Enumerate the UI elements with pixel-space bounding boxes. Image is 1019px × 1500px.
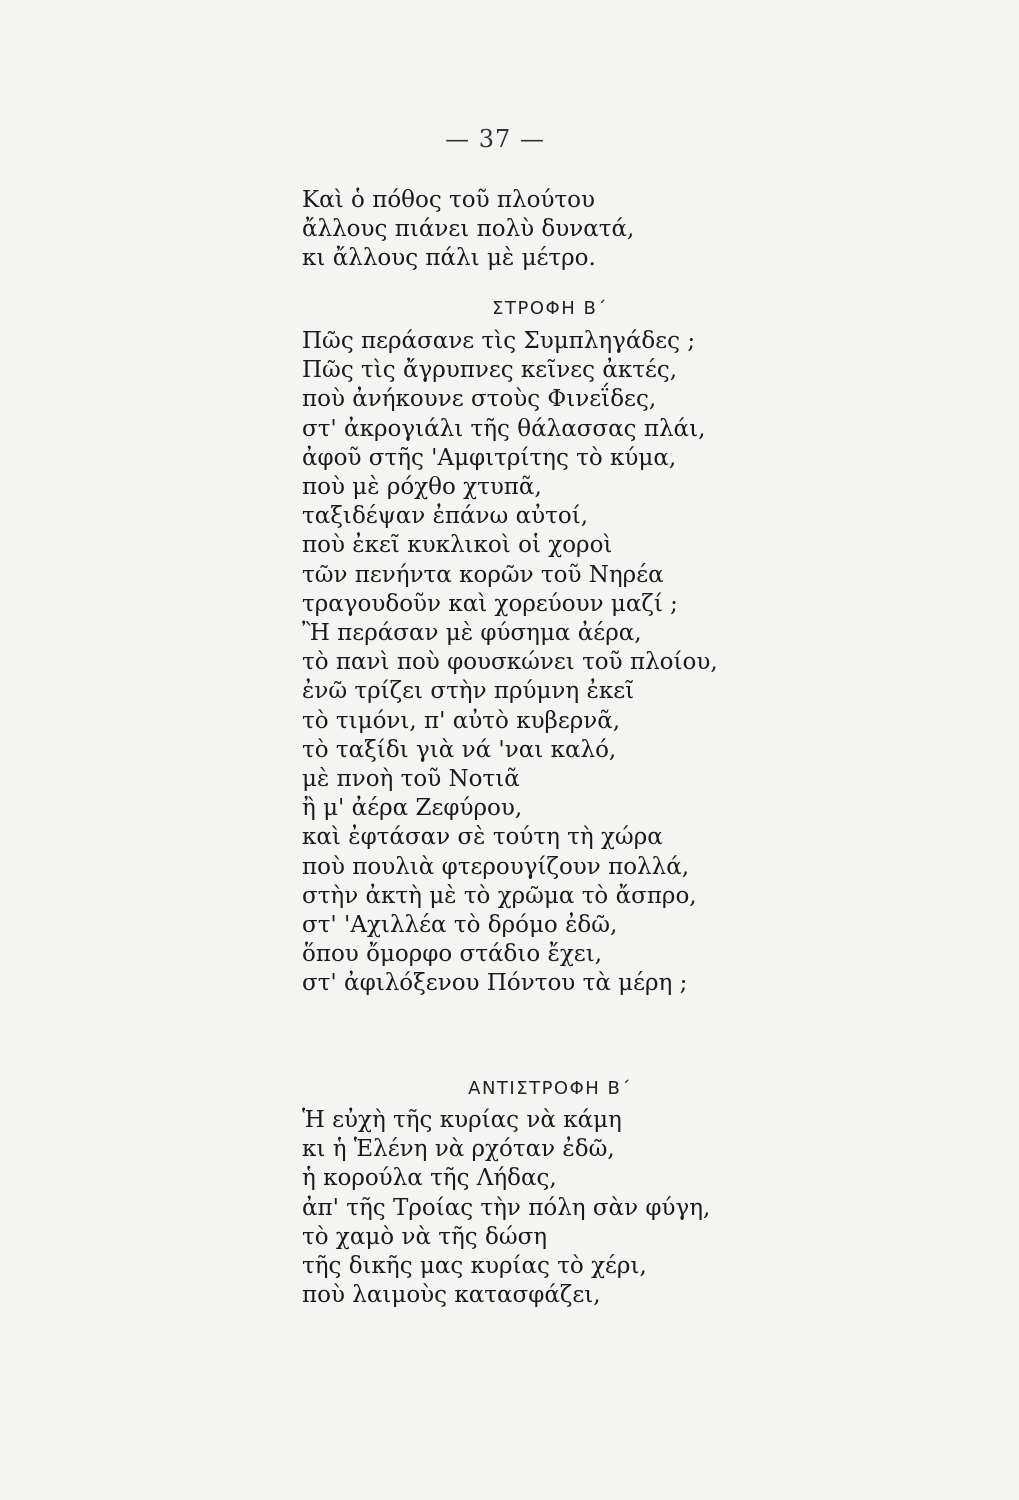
verse-line: ἢ μ' ἀέρα Ζεφύρου, <box>302 795 523 822</box>
verse-line: στὴν ἀκτὴ μὲ τὸ χρῶμα τὸ ἄσπρο, <box>302 882 697 909</box>
verse-line: τὸ τιμόνι, π' αὐτὸ κυβερνᾶ, <box>302 707 621 734</box>
verse-line: Καὶ ὁ πόθος τοῦ πλούτου <box>302 187 595 213</box>
verse-line: ταξιδέψαν ἐπάνω αὐτοί, <box>302 503 589 530</box>
section-heading-antistrophe: ΑΝΤΙΣΤΡΟΦΗ Β΄ <box>468 1078 632 1099</box>
verse-line: τῶν πενήντα κορῶν τοῦ Νηρέα <box>302 561 664 588</box>
verse-line: τῆς δικῆς μας κυρίας τὸ χέρι, <box>302 1253 647 1280</box>
verse-line: τὸ χαμὸ νὰ τῆς δώση <box>302 1223 548 1250</box>
verse-line: καὶ ἐφτάσαν σὲ τούτη τὴ χώρα <box>302 824 663 851</box>
verse-line: ἡ κορούλα τῆς Λήδας, <box>302 1165 557 1192</box>
verse-line: ἄλλους πιάνει πολὺ δυνατά, <box>302 216 635 243</box>
verse-line: ἀπ' τῆς Τροίας τὴν πόλη σὰν φύγη, <box>302 1194 711 1221</box>
section-heading-strophe: ΣΤΡΟΦΗ Β΄ <box>492 298 608 319</box>
verse-line: τὸ πανὶ ποὺ φουσκώνει τοῦ πλοίου, <box>302 649 718 676</box>
verse-line: ὅπου ὄμορφο στάδιο ἔχει, <box>302 941 603 968</box>
verse-line: ποὺ λαιμοὺς κατασφάζει, <box>302 1282 601 1309</box>
verse-line: μὲ πνοὴ τοῦ Νοτιᾶ <box>302 766 520 793</box>
verse-line: ποὺ πουλιὰ φτερουγίζουν πολλά, <box>302 853 690 880</box>
verse-line: στ' 'Αχιλλέα τὸ δρόμο ἐδῶ, <box>302 912 618 939</box>
verse-line: ἀφοῦ στῆς 'Αμφιτρίτης τὸ κύμα, <box>302 444 677 471</box>
verse-line: ποὺ ἐκεῖ κυκλικοὶ οἱ χοροὶ <box>302 532 613 559</box>
verse-line: τὸ ταξίδι γιὰ νά 'ναι καλό, <box>302 736 617 763</box>
stanza-intro <box>302 186 1002 274</box>
verse-line: Ἡ εὐχὴ τῆς κυρίας νὰ κάμη <box>302 1107 622 1133</box>
verse-line: ποὺ ἀνήκουνε στοὺς Φινεΐδες, <box>302 386 657 413</box>
verse-line: ποὺ μὲ ρόχθο χτυπᾶ, <box>302 474 542 501</box>
verse-line: τραγουδοῦν καὶ χορεύουν μαζί ; <box>302 590 678 617</box>
stanza-antistrophe <box>302 1106 1002 1310</box>
stanza-strophe <box>302 327 1002 999</box>
verse-line: κι ἡ Ἑλένη νὰ ρχόταν ἐδῶ, <box>302 1136 615 1163</box>
verse-line: στ' ἀκρογιάλι τῆς θάλασσας πλάι, <box>302 415 706 442</box>
verse-line: Πῶς περάσανε τὶς Συμπληγάδες ; <box>302 328 696 354</box>
verse-line: ἐνῶ τρίζει στὴν πρύμνη ἐκεῖ <box>302 678 635 705</box>
verse-line: στ' ἀφιλόξενου Πόντου τὰ μέρη ; <box>302 970 688 997</box>
verse-line: Ἢ περάσαν μὲ φύσημα ἀέρα, <box>302 620 642 647</box>
verse-line: Πῶς τὶς ἄγρυπνες κεῖνες ἀκτές, <box>302 357 678 384</box>
page-number: — 37 — <box>445 125 545 153</box>
verse-line: κι ἄλλους πάλι μὲ μέτρο. <box>302 245 596 272</box>
